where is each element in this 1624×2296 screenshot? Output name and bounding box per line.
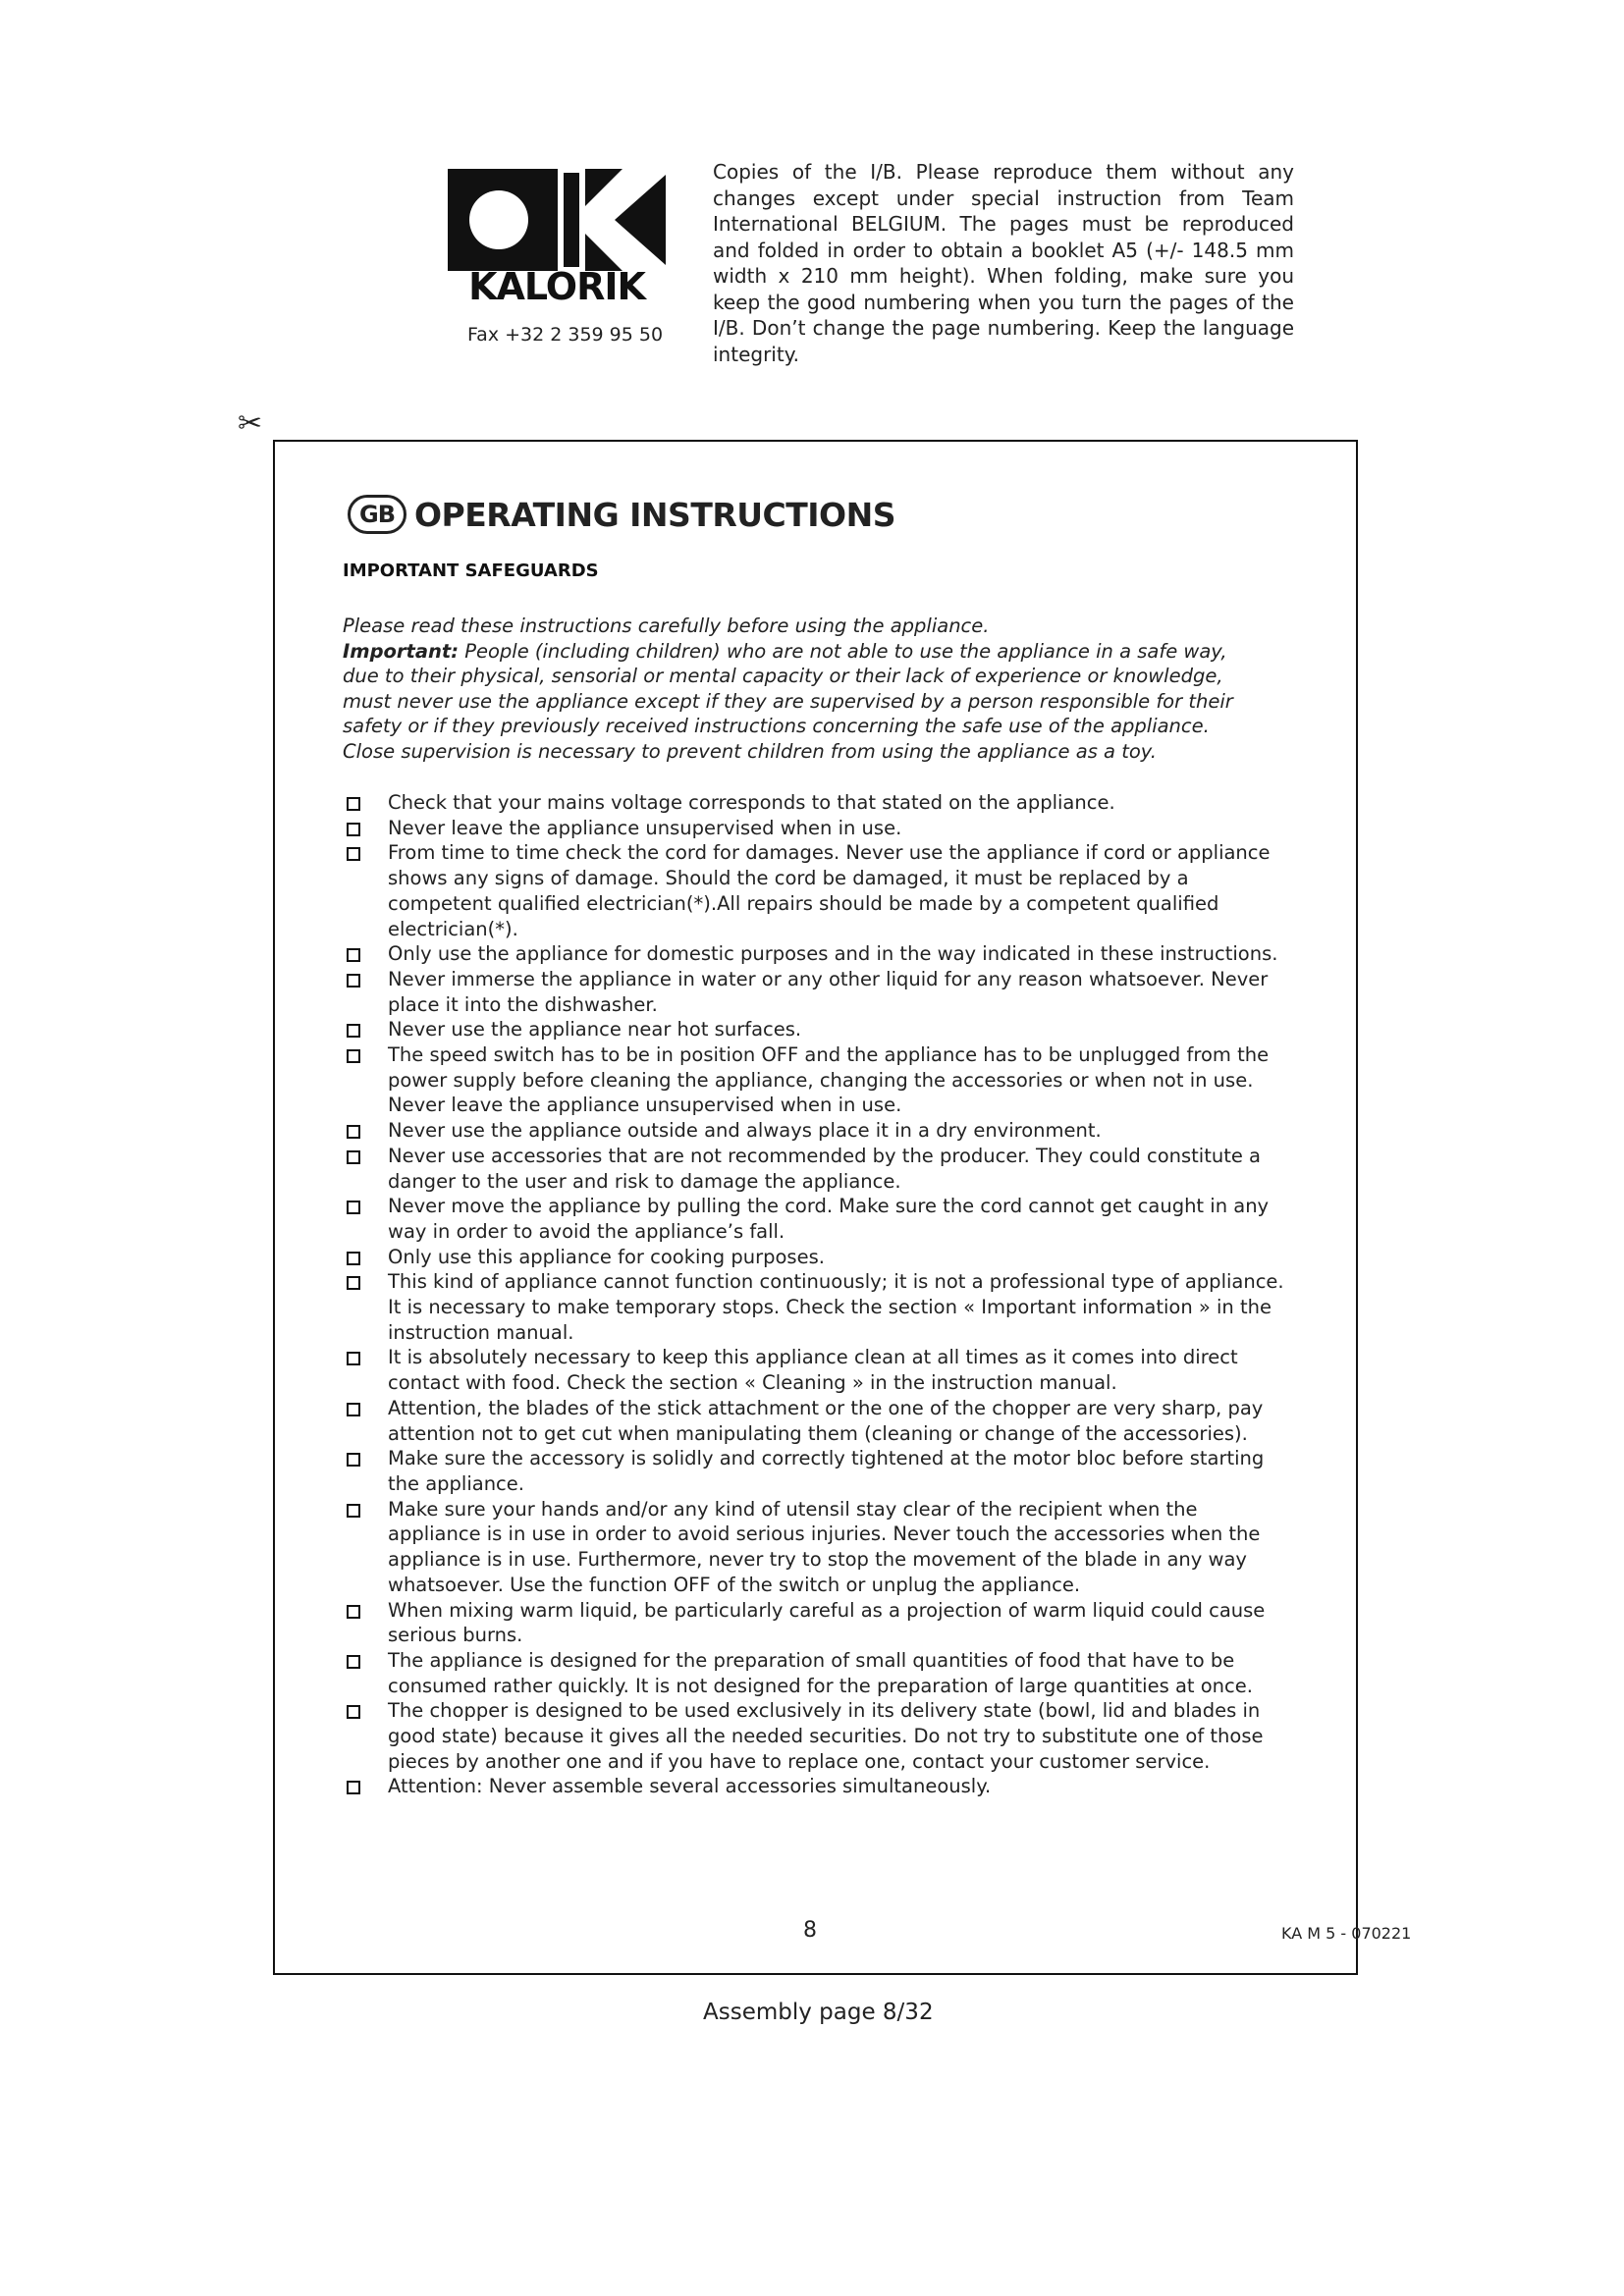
checkbox-bullet-icon [347,1655,360,1669]
intro-paragraph [343,614,1266,765]
logo-wordmark: KALORIK [468,265,645,308]
list-item: Never immerse the appliance in water or any other liquid for any reason whatsoever. Never place it into the dishwasher. [343,967,1290,1017]
list-item: Check that your mains voltage corresponds to that stated on the appliance. [343,790,1290,816]
checkbox-bullet-icon [347,1504,360,1518]
checkbox-bullet-icon [347,1453,360,1467]
checkbox-bullet-icon [347,1049,360,1063]
list-item: It is absolutely necessary to keep this appliance clean at all times as it comes into direct contact with food. Check the section « Cleaning » in the instruction manual. [343,1345,1290,1395]
checkbox-bullet-icon [347,1403,360,1416]
checkbox-bullet-icon [347,1150,360,1164]
checkbox-bullet-icon [347,797,360,811]
list-item: From time to time check the cord for damages. Never use the appliance if cord or appliance shows any signs of damage. Should the cord be damaged, it must be replaced by a competent qualified electrician(*).All repairs should be made by a competent qualified electrician(*). [343,840,1290,941]
list-item: Make sure your hands and/or any kind of utensil stay clear of the recipient when the appliance is in use in order to avoid serious injuries. Never touch the accessories when the appliance is in use. Furthermore, never try to stop the movement of the blade in any way whatsoever. Use the function OFF of the switch or unplug the appliance. [343,1497,1290,1598]
list-item: Make sure the accessory is solidly and correctly tightened at the motor bloc before starting the appliance. [343,1446,1290,1496]
checkbox-bullet-icon [347,1605,360,1619]
list-item: The appliance is designed for the preparation of small quantities of food that have to be consumed rather quickly. It is not designed for the preparation of large quantities at once. [343,1648,1290,1698]
title-text: OPERATING INSTRUCTIONS [414,495,895,534]
fax-number: Fax +32 2 359 95 50 [467,324,664,346]
list-item: When mixing warm liquid, be particularly careful as a projection of warm liquid could cause serious burns. [343,1598,1290,1648]
important-text: People (including children) who are not able to use the appliance in a safe way, due to their physical, sensorial or mental capacity or their lack of experience or knowledge, must never use the appliance except if they are supervised by a person responsible for their safety or if they previously received instructions concerning the safe use of the appliance. Close supervision is necessary to prevent children from using the appliance as a toy. [343,639,1233,763]
list-item: Never use the appliance outside and always place it in a dry environment. [343,1118,1290,1144]
list-item: Never leave the appliance unsupervised when in use. [343,816,1290,841]
important-notice [343,639,1266,765]
kalorik-k-mark [448,169,666,271]
important-label: Important: [343,639,460,663]
language-badge: GB [348,495,406,534]
document-code: KA M 5 - 070221 [1281,1924,1412,1943]
list-item: The chopper is designed to be used exclusively in its delivery state (bowl, lid and blades in good state) because it gives all the needed securities. Do not try to substitute one of those pieces by another one and if you have to replace one, contact your customer service. [343,1698,1290,1774]
list-item: This kind of appliance cannot function continuously; it is not a professional type of appliance. It is necessary to make temporary stops. Check the section « Important information » in the instruction manual. [343,1269,1290,1345]
checkbox-bullet-icon [347,1352,360,1365]
checkbox-bullet-icon [347,1252,360,1265]
checkbox-bullet-icon [347,1276,360,1290]
checkbox-bullet-icon [347,823,360,836]
list-item: Never use accessories that are not recommended by the producer. They could constitute a danger to the user and risk to damage the appliance. [343,1144,1290,1194]
checkbox-bullet-icon [347,847,360,861]
checkbox-bullet-icon [347,974,360,988]
page-number: 8 [803,1918,817,1943]
checkbox-bullet-icon [347,1024,360,1038]
checkbox-bullet-icon [347,1125,360,1139]
reproduction-note: Copies of the I/B. Please reproduce them without any changes except under special instruction from Team International BELGIUM. The pages must be reproduced and folded in order to obtain a booklet A5 (+/- 148.5 mm width x 210 mm height). When folding, make sure you keep the good numbering when you turn the pages of the I/B. Don’t change the page numbering. Keep the language integrity. [713,160,1294,366]
list-item: Only use this appliance for cooking purposes. [343,1245,1290,1270]
list-item: Never move the appliance by pulling the cord. Make sure the cord cannot get caught in any way in order to avoid the appliance’s fall. [343,1194,1290,1244]
kalorik-logo [448,169,666,308]
assembly-page-label: Assembly page 8/32 [703,2000,934,2025]
list-item: Only use the appliance for domestic purposes and in the way indicated in these instructions. [343,941,1290,967]
checkbox-bullet-icon [347,1201,360,1214]
checkbox-bullet-icon [347,1705,360,1719]
list-item: Attention: Never assemble several accessories simultaneously. [343,1774,1290,1799]
page-title [348,491,895,538]
checkbox-bullet-icon [347,948,360,962]
list-item: Never use the appliance near hot surfaces. [343,1017,1290,1042]
scissors-icon: ✂ [238,406,263,441]
list-item: Attention, the blades of the stick attachment or the one of the chopper are very sharp, pay attention not to get cut when manipulating them (cleaning or change of the accessories). [343,1396,1290,1446]
section-heading: IMPORTANT SAFEGUARDS [343,561,599,581]
list-item: The speed switch has to be in position OFF and the appliance has to be unplugged from the power supply before cleaning the appliance, changing the accessories or when not in use. Never leave the appliance unsupervised when in use. [343,1042,1290,1118]
checkbox-bullet-icon [347,1781,360,1794]
safeguards-list [343,790,1290,1799]
intro-line: Please read these instructions carefully before using the appliance. [343,614,990,637]
